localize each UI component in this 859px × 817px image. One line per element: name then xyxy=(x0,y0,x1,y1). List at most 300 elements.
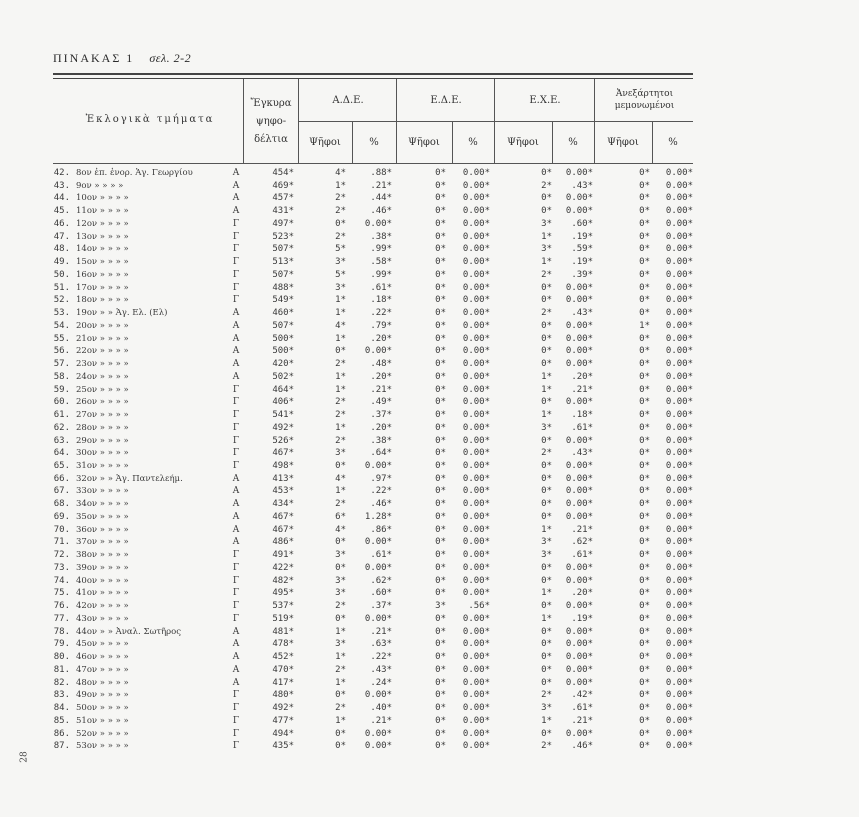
cell-av: 1* xyxy=(335,384,346,395)
cell-bv: 0* xyxy=(435,639,446,650)
cell-name: 21ον » » » » xyxy=(76,333,129,344)
cell-valid: 435* xyxy=(272,741,294,752)
cell-idx: 76. xyxy=(53,601,70,612)
table-row xyxy=(0,677,859,689)
cell-dv: 0* xyxy=(639,384,650,395)
header-party-a: Α.Δ.Ε. xyxy=(332,95,364,106)
table-row xyxy=(0,396,859,408)
cell-dp: 0.00* xyxy=(665,562,693,573)
cell-dist: Γ xyxy=(232,410,240,421)
cell-dv: 0* xyxy=(639,715,650,726)
cell-valid: 500* xyxy=(272,333,294,344)
cell-bp: 0.00* xyxy=(462,435,490,446)
cell-av: 2* xyxy=(335,231,346,242)
cell-idx: 50. xyxy=(53,269,70,280)
cell-av: 3* xyxy=(335,257,346,268)
cell-name: 26ον » » » » xyxy=(76,397,129,408)
cell-name: 9ον » » » » xyxy=(76,180,124,191)
cell-cv: 0* xyxy=(541,333,552,344)
cell-av: 6* xyxy=(335,511,346,522)
cell-dv: 0* xyxy=(639,308,650,319)
cell-dv: 0* xyxy=(639,601,650,612)
cell-dp: 0.00* xyxy=(665,308,693,319)
cell-av: 2* xyxy=(335,601,346,612)
cell-ap: 0.00* xyxy=(364,728,392,739)
cell-bp: 0.00* xyxy=(462,269,490,280)
cell-cp: 0.00* xyxy=(565,626,593,637)
cell-ap: 0.00* xyxy=(364,537,392,548)
table-row xyxy=(0,384,859,396)
cell-av: 4* xyxy=(335,168,346,178)
table-row xyxy=(0,447,859,459)
cell-bv: 0* xyxy=(435,524,446,535)
cell-dv: 0* xyxy=(639,346,650,357)
cell-bv: 0* xyxy=(435,193,446,204)
cell-bp: 0.00* xyxy=(462,193,490,204)
cell-valid: 452* xyxy=(272,652,294,663)
cell-cv: 0* xyxy=(541,677,552,688)
cell-dp: 0.00* xyxy=(665,461,693,471)
cell-dp: 0.00* xyxy=(665,257,693,268)
cell-valid: 498* xyxy=(272,461,294,471)
cell-name: 34ον » » » » xyxy=(76,499,129,510)
cell-dist: Α xyxy=(232,537,240,548)
cell-name: 15ον » » » » xyxy=(76,257,129,268)
cell-name: 33ον » » » » xyxy=(76,486,129,497)
cell-valid: 467* xyxy=(272,524,294,535)
cell-dv: 0* xyxy=(639,206,650,217)
cell-name: 29ον » » » » xyxy=(76,435,129,446)
cell-bv: 0* xyxy=(435,588,446,599)
cell-av: 0* xyxy=(335,346,346,357)
table-row xyxy=(0,167,859,179)
cell-bp: 0.00* xyxy=(462,715,490,726)
cell-cp: 0.00* xyxy=(565,435,593,446)
cell-name: 46ον » » » » xyxy=(76,652,129,663)
cell-av: 3* xyxy=(335,550,346,561)
cell-dp: 0.00* xyxy=(665,384,693,395)
cell-bp: 0.00* xyxy=(462,231,490,242)
cell-cv: 0* xyxy=(541,511,552,522)
cell-valid: 417* xyxy=(272,677,294,688)
cell-dist: Α xyxy=(232,524,240,535)
header-divider xyxy=(352,121,353,163)
cell-ap: .99* xyxy=(370,244,392,255)
cell-dp: 0.00* xyxy=(665,511,693,522)
cell-bp: 0.00* xyxy=(462,371,490,382)
table-row xyxy=(0,715,859,727)
cell-bp: 0.00* xyxy=(462,499,490,510)
cell-name: 44ον » » Ἀναλ. Σωτῆρος xyxy=(76,626,182,637)
cell-cp: .19* xyxy=(571,613,593,624)
cell-av: 1* xyxy=(335,677,346,688)
cell-valid: 486* xyxy=(272,537,294,548)
cell-dv: 0* xyxy=(639,371,650,382)
cell-ap: .18* xyxy=(370,295,392,306)
cell-av: 1* xyxy=(335,715,346,726)
cell-idx: 70. xyxy=(53,524,70,535)
cell-dv: 0* xyxy=(639,728,650,739)
table-row xyxy=(0,689,859,701)
cell-dp: 0.00* xyxy=(665,537,693,548)
cell-name: 28ον » » » » xyxy=(76,422,129,433)
cell-dist: Γ xyxy=(232,728,240,739)
cell-dist: Α xyxy=(232,193,240,204)
cell-cv: 0* xyxy=(541,435,552,446)
cell-valid: 519* xyxy=(272,613,294,624)
cell-dv: 0* xyxy=(639,626,650,637)
cell-idx: 75. xyxy=(53,588,70,599)
header-valid-line1: Ἔγκυρα xyxy=(250,98,292,109)
cell-dist: Α xyxy=(232,346,240,357)
cell-idx: 87. xyxy=(53,741,70,752)
cell-bv: 0* xyxy=(435,550,446,561)
cell-idx: 64. xyxy=(53,448,70,459)
cell-bv: 0* xyxy=(435,626,446,637)
cell-dv: 0* xyxy=(639,461,650,471)
cell-idx: 44. xyxy=(53,193,70,204)
cell-bp: 0.00* xyxy=(462,218,490,229)
cell-av: 2* xyxy=(335,359,346,370)
cell-idx: 84. xyxy=(53,703,70,714)
cell-valid: 549* xyxy=(272,295,294,306)
cell-bv: 0* xyxy=(435,422,446,433)
cell-bp: 0.00* xyxy=(462,206,490,217)
cell-idx: 45. xyxy=(53,206,70,217)
cell-dp: 0.00* xyxy=(665,550,693,561)
cell-idx: 78. xyxy=(53,626,70,637)
table-row xyxy=(0,307,859,319)
cell-cp: 0.00* xyxy=(565,601,593,612)
side-page-number: 28 xyxy=(19,751,30,763)
cell-name: 31ον » » » » xyxy=(76,461,129,471)
cell-av: 2* xyxy=(335,193,346,204)
cell-cv: 2* xyxy=(541,180,552,191)
cell-cv: 0* xyxy=(541,486,552,497)
cell-valid: 492* xyxy=(272,703,294,714)
cell-bp: 0.00* xyxy=(462,410,490,421)
cell-dist: Γ xyxy=(232,601,240,612)
cell-dp: 0.00* xyxy=(665,473,693,484)
cell-ap: 0.00* xyxy=(364,461,392,471)
cell-ap: .38* xyxy=(370,435,392,446)
header-divider xyxy=(452,121,453,163)
cell-bp: 0.00* xyxy=(462,359,490,370)
cell-cp: .18* xyxy=(571,410,593,421)
cell-bp: 0.00* xyxy=(462,524,490,535)
cell-dv: 0* xyxy=(639,703,650,714)
cell-cv: 0* xyxy=(541,664,552,675)
cell-dist: Γ xyxy=(232,715,240,726)
cell-av: 1* xyxy=(335,295,346,306)
cell-idx: 47. xyxy=(53,231,70,242)
cell-ap: 0.00* xyxy=(364,218,392,229)
cell-dist: Γ xyxy=(232,269,240,280)
cell-dist: Γ xyxy=(232,461,240,471)
cell-bp: 0.00* xyxy=(462,461,490,471)
cell-dist: Α xyxy=(232,499,240,510)
cell-name: 40ον » » » » xyxy=(76,575,129,586)
cell-bv: 0* xyxy=(435,652,446,663)
cell-dv: 0* xyxy=(639,218,650,229)
table-row xyxy=(0,294,859,306)
cell-av: 1* xyxy=(335,333,346,344)
cell-dp: 0.00* xyxy=(665,639,693,650)
cell-dv: 0* xyxy=(639,511,650,522)
cell-idx: 77. xyxy=(53,613,70,624)
cell-ap: .24* xyxy=(370,677,392,688)
cell-dv: 0* xyxy=(639,677,650,688)
cell-name: 47ον » » » » xyxy=(76,664,129,675)
cell-valid: 497* xyxy=(272,218,294,229)
table-row xyxy=(0,702,859,714)
cell-name: 11ον » » » » xyxy=(76,206,129,217)
cell-name: 14ον » » » » xyxy=(76,244,129,255)
table-row xyxy=(0,320,859,332)
cell-dp: 0.00* xyxy=(665,741,693,752)
cell-av: 1* xyxy=(335,626,346,637)
cell-valid: 537* xyxy=(272,601,294,612)
cell-valid: 469* xyxy=(272,180,294,191)
cell-idx: 59. xyxy=(53,384,70,395)
cell-idx: 55. xyxy=(53,333,70,344)
cell-dv: 0* xyxy=(639,575,650,586)
header-votes-d: Ψῆφοι xyxy=(607,137,639,148)
cell-ap: .21* xyxy=(370,384,392,395)
header-pct-d: % xyxy=(668,137,678,148)
cell-cp: .61* xyxy=(571,703,593,714)
cell-dist: Γ xyxy=(232,550,240,561)
cell-cp: .19* xyxy=(571,231,593,242)
cell-ap: .63* xyxy=(370,639,392,650)
cell-av: 4* xyxy=(335,473,346,484)
cell-dist: Α xyxy=(232,333,240,344)
cell-av: 1* xyxy=(335,308,346,319)
cell-dp: 0.00* xyxy=(665,320,693,331)
cell-idx: 68. xyxy=(53,499,70,510)
cell-dist: Α xyxy=(232,371,240,382)
cell-av: 3* xyxy=(335,448,346,459)
cell-ap: .37* xyxy=(370,410,392,421)
cell-bv: 0* xyxy=(435,461,446,471)
table-row xyxy=(0,231,859,243)
cell-cp: .43* xyxy=(571,308,593,319)
cell-bp: 0.00* xyxy=(462,282,490,293)
cell-cv: 0* xyxy=(541,728,552,739)
table-row xyxy=(0,536,859,548)
table-row xyxy=(0,473,859,485)
cell-idx: 67. xyxy=(53,486,70,497)
cell-name: 10ον » » » » xyxy=(76,193,129,204)
cell-dv: 0* xyxy=(639,180,650,191)
cell-bv: 0* xyxy=(435,473,446,484)
cell-ap: 1.28* xyxy=(364,511,392,522)
cell-name: 42ον » » » » xyxy=(76,601,129,612)
cell-dist: Α xyxy=(232,511,240,522)
header-votes-c: Ψῆφοι xyxy=(507,137,539,148)
cell-dist: Α xyxy=(232,308,240,319)
cell-cp: 0.00* xyxy=(565,639,593,650)
cell-cp: 0.00* xyxy=(565,193,593,204)
cell-name: 23ον » » » » xyxy=(76,359,129,370)
cell-ap: .60* xyxy=(370,588,392,599)
cell-dp: 0.00* xyxy=(665,435,693,446)
cell-ap: .86* xyxy=(370,524,392,535)
cell-cp: .43* xyxy=(571,448,593,459)
table-row xyxy=(0,562,859,574)
cell-idx: 42. xyxy=(53,168,70,178)
cell-valid: 460* xyxy=(272,308,294,319)
cell-dv: 0* xyxy=(639,295,650,306)
cell-bp: 0.00* xyxy=(462,346,490,357)
cell-idx: 56. xyxy=(53,346,70,357)
cell-cv: 0* xyxy=(541,346,552,357)
cell-cp: .60* xyxy=(571,218,593,229)
cell-idx: 73. xyxy=(53,562,70,573)
cell-bp: 0.00* xyxy=(462,384,490,395)
cell-dv: 0* xyxy=(639,435,650,446)
table-row xyxy=(0,282,859,294)
page-label: σελ. 2-2 xyxy=(149,51,192,65)
table-row xyxy=(0,613,859,625)
cell-name: 53ον » » » » xyxy=(76,741,129,752)
table-row xyxy=(0,511,859,523)
cell-idx: 61. xyxy=(53,410,70,421)
cell-ap: .88* xyxy=(370,168,392,178)
cell-bp: 0.00* xyxy=(462,295,490,306)
cell-dist: Α xyxy=(232,639,240,650)
cell-bv: 0* xyxy=(435,218,446,229)
cell-ap: .37* xyxy=(370,601,392,612)
cell-cp: .20* xyxy=(571,371,593,382)
cell-idx: 43. xyxy=(53,180,70,191)
cell-dp: 0.00* xyxy=(665,269,693,280)
cell-dp: 0.00* xyxy=(665,664,693,675)
cell-idx: 82. xyxy=(53,677,70,688)
cell-av: 0* xyxy=(335,690,346,701)
cell-idx: 66. xyxy=(53,473,70,484)
cell-cv: 0* xyxy=(541,295,552,306)
cell-cv: 0* xyxy=(541,193,552,204)
cell-dist: Γ xyxy=(232,562,240,573)
cell-name: 8ον ἐπ. ἐνορ. Ἁγ. Γεωργίου xyxy=(76,168,193,178)
cell-idx: 60. xyxy=(53,397,70,408)
cell-cv: 2* xyxy=(541,741,552,752)
table-row xyxy=(0,422,859,434)
cell-dv: 0* xyxy=(639,639,650,650)
cell-idx: 72. xyxy=(53,550,70,561)
table-row xyxy=(0,333,859,345)
table-row xyxy=(0,180,859,192)
cell-cp: 0.00* xyxy=(565,562,593,573)
cell-idx: 71. xyxy=(53,537,70,548)
cell-bv: 0* xyxy=(435,320,446,331)
cell-cv: 0* xyxy=(541,626,552,637)
cell-cp: 0.00* xyxy=(565,486,593,497)
cell-cp: 0.00* xyxy=(565,499,593,510)
table-row xyxy=(0,587,859,599)
cell-dp: 0.00* xyxy=(665,703,693,714)
cell-av: 4* xyxy=(335,524,346,535)
cell-bv: 3* xyxy=(435,601,446,612)
cell-cv: 3* xyxy=(541,244,552,255)
cell-av: 1* xyxy=(335,652,346,663)
cell-av: 2* xyxy=(335,499,346,510)
cell-valid: 507* xyxy=(272,320,294,331)
top-rule-thin xyxy=(53,78,693,79)
cell-valid: 495* xyxy=(272,588,294,599)
cell-bp: 0.00* xyxy=(462,741,490,752)
table-row xyxy=(0,256,859,268)
cell-dv: 0* xyxy=(639,168,650,178)
cell-dp: 0.00* xyxy=(665,193,693,204)
cell-dist: Γ xyxy=(232,422,240,433)
cell-bv: 0* xyxy=(435,371,446,382)
cell-bv: 0* xyxy=(435,677,446,688)
cell-dv: 0* xyxy=(639,499,650,510)
cell-dv: 0* xyxy=(639,244,650,255)
cell-av: 2* xyxy=(335,206,346,217)
cell-av: 2* xyxy=(335,410,346,421)
cell-valid: 434* xyxy=(272,499,294,510)
header-party-d-line1: Ἀνεξάρτητοι xyxy=(615,89,674,99)
cell-bv: 0* xyxy=(435,562,446,573)
cell-dv: 0* xyxy=(639,282,650,293)
cell-ap: .64* xyxy=(370,448,392,459)
cell-dist: Γ xyxy=(232,575,240,586)
cell-bp: 0.00* xyxy=(462,652,490,663)
cell-bv: 0* xyxy=(435,180,446,191)
cell-valid: 491* xyxy=(272,550,294,561)
cell-av: 0* xyxy=(335,537,346,548)
cell-dp: 0.00* xyxy=(665,613,693,624)
cell-bv: 0* xyxy=(435,282,446,293)
cell-av: 2* xyxy=(335,664,346,675)
cell-ap: .38* xyxy=(370,231,392,242)
cell-dist: Γ xyxy=(232,231,240,242)
cell-bv: 0* xyxy=(435,168,446,178)
cell-dp: 0.00* xyxy=(665,168,693,178)
header-party-d-line2: μεμονωμένοι xyxy=(614,101,675,111)
cell-idx: 46. xyxy=(53,218,70,229)
cell-cv: 0* xyxy=(541,359,552,370)
cell-av: 1* xyxy=(335,486,346,497)
cell-cp: 0.00* xyxy=(565,575,593,586)
cell-cv: 1* xyxy=(541,410,552,421)
cell-valid: 477* xyxy=(272,715,294,726)
cell-bv: 0* xyxy=(435,728,446,739)
cell-cv: 0* xyxy=(541,461,552,471)
cell-ap: .43* xyxy=(370,664,392,675)
cell-idx: 62. xyxy=(53,422,70,433)
table-row xyxy=(0,664,859,676)
cell-dp: 0.00* xyxy=(665,601,693,612)
table-row xyxy=(0,205,859,217)
cell-valid: 494* xyxy=(272,728,294,739)
header-divider xyxy=(652,121,653,163)
cell-dist: Α xyxy=(232,652,240,663)
cell-dv: 0* xyxy=(639,664,650,675)
header-sections: Ἐκλογικὰ τμήματα xyxy=(85,114,215,125)
cell-cp: .21* xyxy=(571,715,593,726)
cell-cp: .61* xyxy=(571,550,593,561)
cell-ap: .61* xyxy=(370,282,392,293)
cell-dist: Γ xyxy=(232,448,240,459)
cell-name: 43ον » » » » xyxy=(76,613,129,624)
cell-name: 25ον » » » » xyxy=(76,384,129,395)
table-row xyxy=(0,549,859,561)
cell-name: 49ον » » » » xyxy=(76,690,129,701)
